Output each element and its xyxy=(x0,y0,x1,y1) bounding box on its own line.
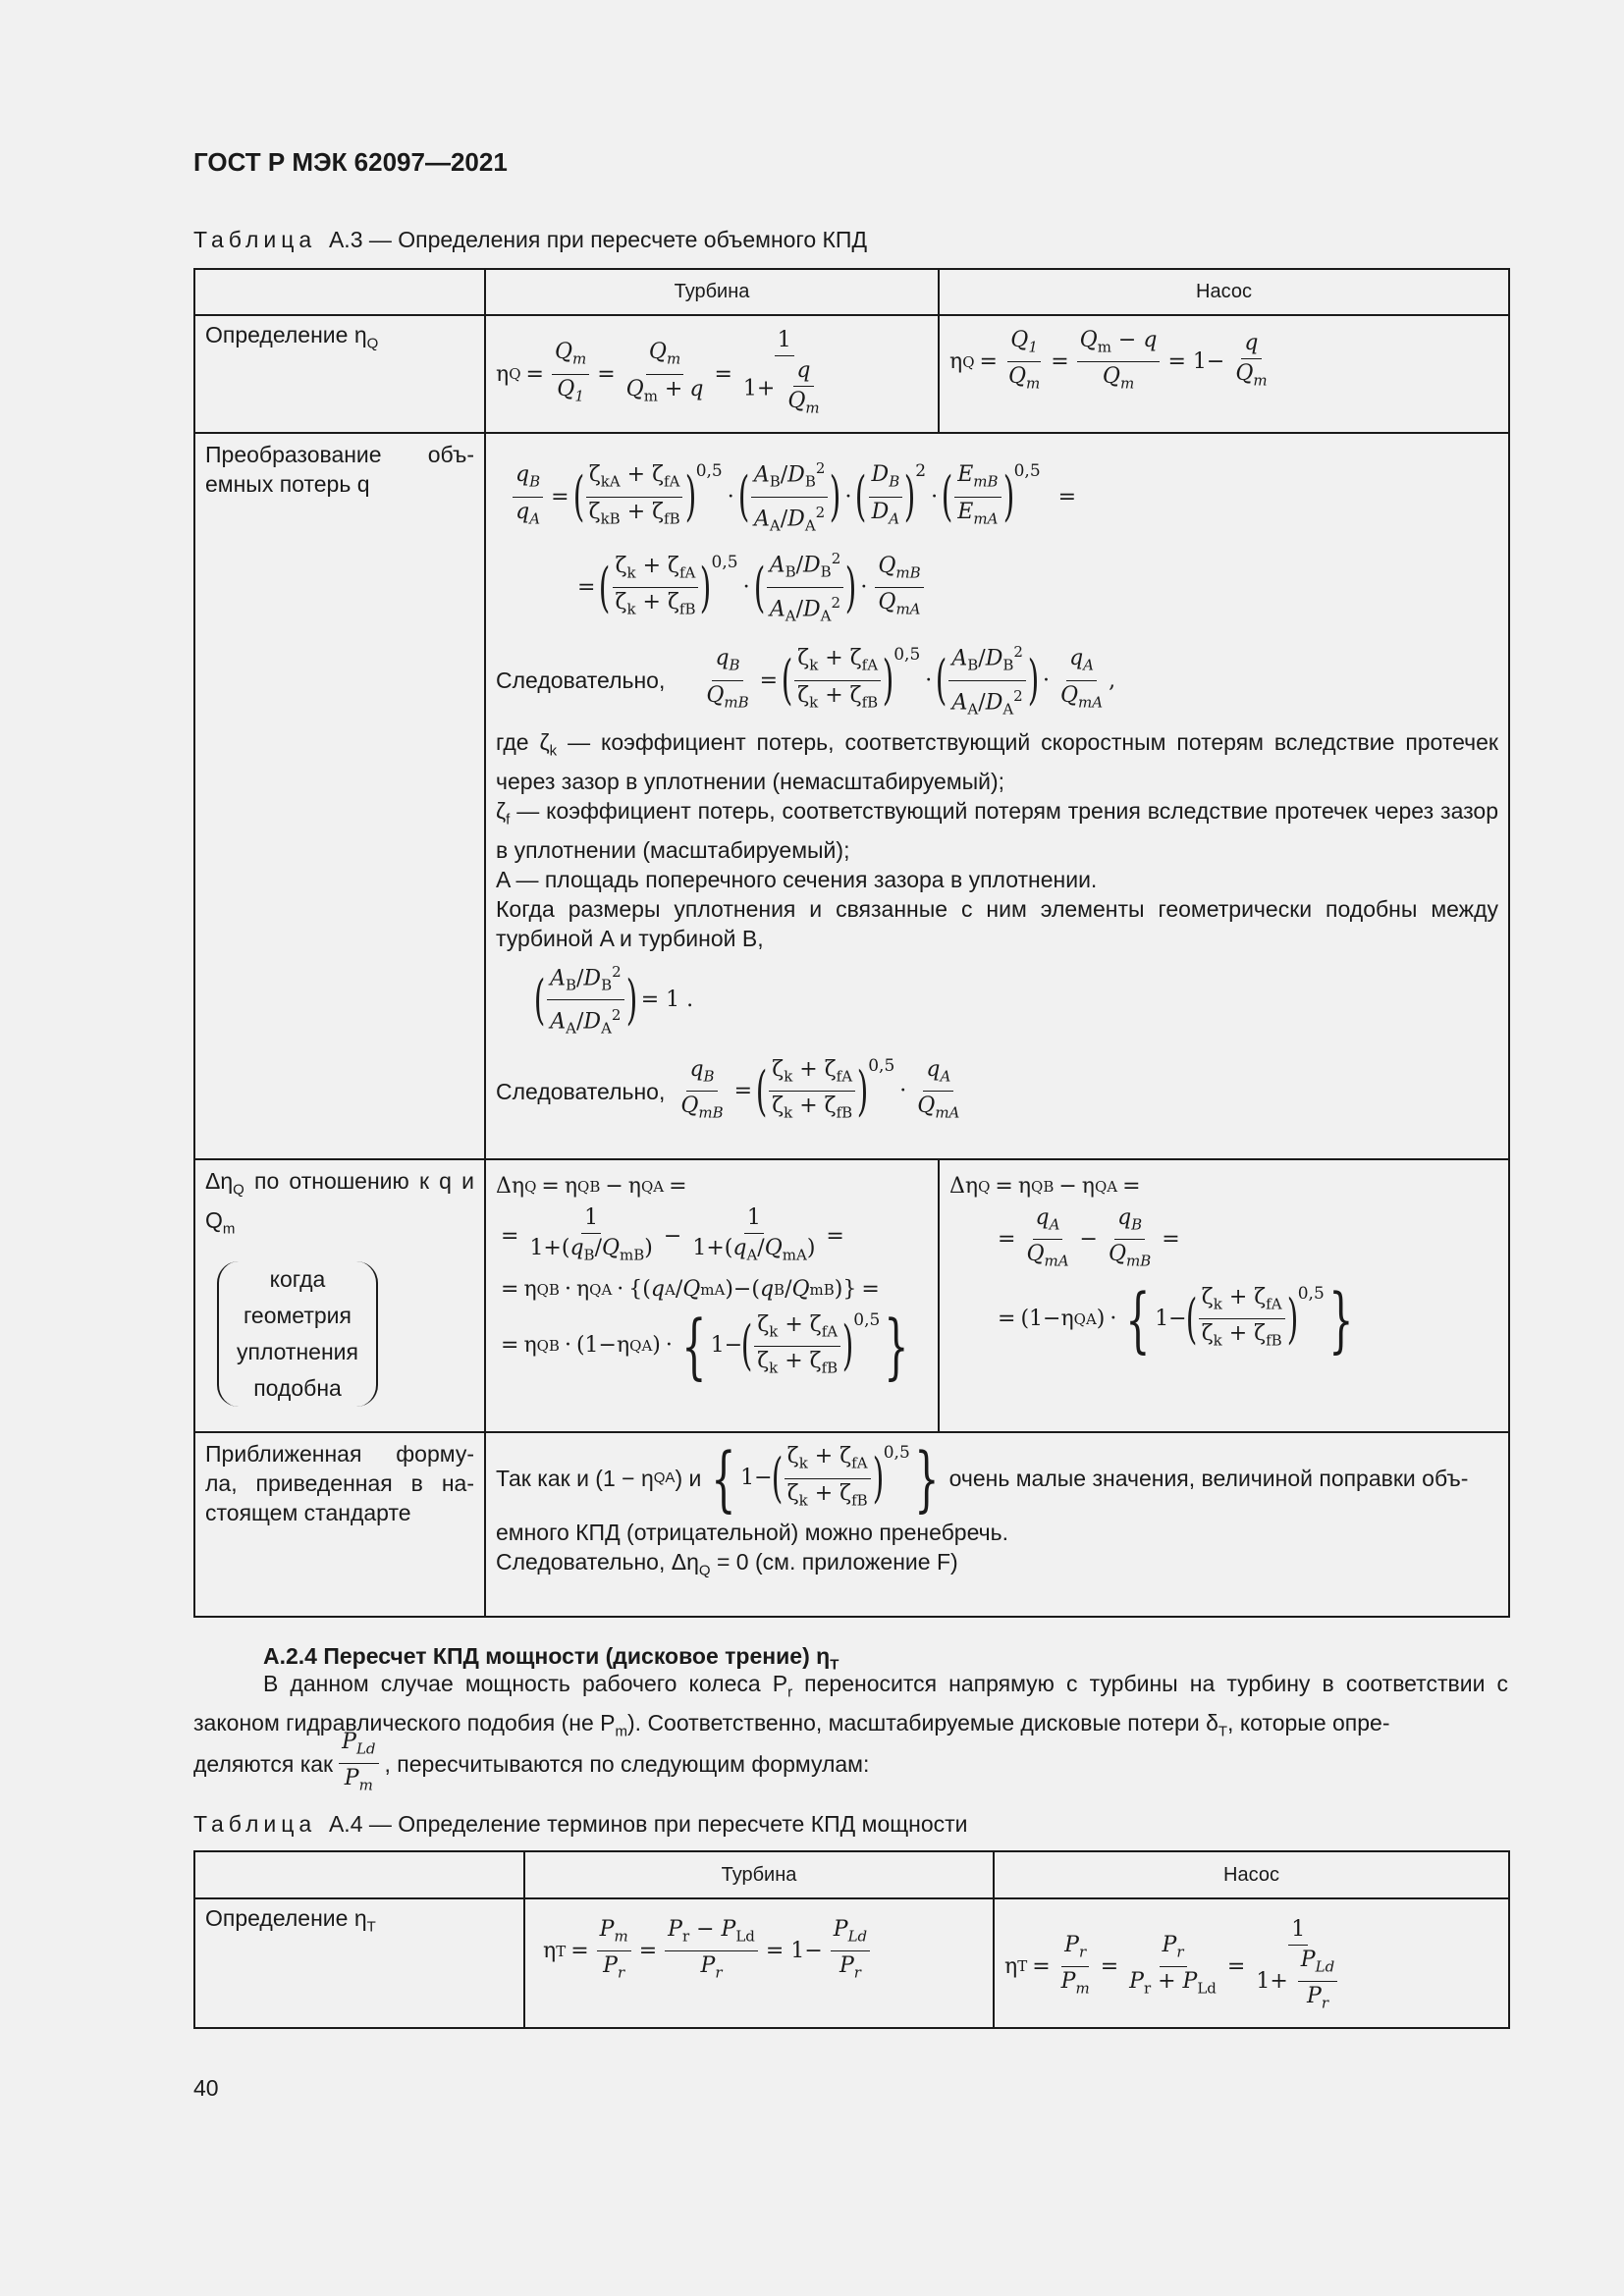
table-a3-row4-label: Приближенная форму-ла, приведенная в на-стоящем стандарте xyxy=(194,1432,485,1617)
pump-eta-t-formula: η T = $\frac{P_r}{P_m}$ = $\frac{P_r}{P_r + P_{Ld}}$ = 1 1+ $\frac{P_{Ld}}{P_r}$ xyxy=(994,1898,1509,2028)
table-a4-caption xyxy=(193,1811,968,1838)
pump-delta-eta-q: Δη Q = η QB − η QA = = $\frac{q_A}{Q_{mA}}$ − $\frac{q_B}{Q_{mB}}$ = = (1−η QA ) · { 1− ( $\frac{\zeta_k + \zeta_{fA}}{\zeta_k + \zeta_{fB}}$ ) 0,5 } xyxy=(939,1159,1509,1432)
loss-conversion-cell xyxy=(485,433,1509,1159)
pump-eta-q-formula: η Q = $\frac{Q_1}{Q_m}$ = $\frac{Q_m - q}{Q_m}$ = 1− $\frac{q}{Q_m}$ xyxy=(939,315,1509,433)
loss-ratio-formula-2: = ( $\frac{\zeta_k + \zeta_{fA}}{\zeta_k + \zeta_{fB}}$ ) 0,5 · ( $\frac{A_B/D_B^2}{A_A/D_A^2}$ ) · $\frac{Q_{mB}}{Q_{mA}}$ xyxy=(572,546,1498,628)
where-area: A — площадь поперечного сечения зазора в уплотнении. xyxy=(496,866,1098,892)
section-paragraph-2: деляются как $\frac{P_{Ld}}{P_m}$ , пересчитываются по следующим формулам: xyxy=(193,1730,870,1794)
table-a3-caption-text: А.3 — Определения при пересчете объемного КПД xyxy=(328,227,868,252)
where-zeta-k: где $\zeta_k$ — коэффициент потерь, соответствующий скоростным потерям вследствие протечек через зазор в уплотнении (немасштабируемый); xyxy=(496,729,1498,794)
where-zeta-f: $\zeta_f$ — коэффициент потерь, соответствующий потерям трения вследствие протечек через зазор в уплотнении (масштабируемый); xyxy=(496,797,1498,863)
turbine-eta-q-formula: η Q = $\frac{Q_m}{Q_1}$ = $\frac{Q_m}{Q_m + q}$ = 1 1+ $\frac{q}{Q_m}$ xyxy=(485,315,939,433)
table-a4-row-definition xyxy=(194,1898,1509,2028)
table-a3-row-delta xyxy=(194,1159,1509,1432)
table-a3 xyxy=(193,268,1510,1618)
table-a3-caption-prefix: Таблица xyxy=(193,227,317,252)
loss-ratio-formula-3: Следовательно, $\frac{q_B}{Q_{mB}}$ = ( $\frac{\zeta_k + \zeta_{fA}}{\zeta_k + \zeta_{fB}}$ ) 0,5 · ( $\frac{A_B/D_B^2}{A_A/D_A^2}$ ) · $\frac{q_A}{Q_{mA}}$ , xyxy=(496,639,1498,721)
table-a3-col-pump: Насос xyxy=(939,269,1509,315)
section-paragraph: В данном случае мощность рабочего колеса $P_r$ переносится напрямую с турбины на турбину в соответствии с законом гидравлического подобия (не $P_m$). Соответственно, масштабируемые дисковые потери $\delta_T$, которые опре- xyxy=(193,1671,1509,1740)
table-a4-header-row xyxy=(194,1851,1509,1898)
table-a3-header-row xyxy=(194,269,1509,315)
document-header: ГОСТ Р МЭК 62097—2021 xyxy=(193,147,508,177)
loss-ratio-formula-1: $\frac{q_B}{q_A}$ = ( $\frac{\zeta_{kA} + \zeta_{fA}}{\zeta_{kB} + \zeta_{fB}}$ ) 0,5 · ( $\frac{A_B/D_B^2}{A_A/D_A^2}$ ) · ( $\frac{D_B}{D_A}$ ) 2 · ( $\frac{E_{mB}}{E_{mA}}$ ) 0,5 = xyxy=(510,455,1498,538)
page-number: 40 xyxy=(193,2075,219,2101)
table-a4-caption-prefix: Таблица xyxy=(193,1811,317,1837)
table-a3-corner-cell xyxy=(194,269,485,315)
table-a3-col-turbine: Турбина xyxy=(485,269,939,315)
turbine-eta-t-formula: η T = $\frac{P_m}{P_r}$ = $\frac{P_r - P_{Ld}}{P_r}$ = 1− $\frac{P_{Ld}}{P_r}$ xyxy=(524,1898,994,2028)
section-title: А.2.4 Пересчет КПД мощности (дисковое трение) $\eta_T$ xyxy=(263,1643,839,1674)
table-a3-row2-label: Преобразование объ-емных потерь q xyxy=(194,433,485,1159)
table-a3-row-definition xyxy=(194,315,1509,433)
approx-formula-cell: Так как и (1 − η QA ) и { 1− ( $\frac{\zeta_k + \zeta_{fA}}{\zeta_k + \zeta_{fB}}$ ) 0,5 } очень малые значения, величиной поправки объ- емного КПД (отрицательной) можно пренебречь. Следовательно, $\Delta\eta_Q = 0$ (см. приложение F) xyxy=(485,1432,1509,1617)
geometric-similarity-formula: ( $\frac{A_B/D_B^2}{A_A/D_A^2}$ ) = 1 . xyxy=(535,959,1498,1041)
table-a4-col-turbine: Турбина xyxy=(524,1851,994,1898)
table-a4-corner-cell xyxy=(194,1851,524,1898)
table-a4-row1-label: Определение $\eta_T$ xyxy=(194,1898,524,2028)
table-a3-row1-label: Определение $\eta_Q$ xyxy=(194,315,485,433)
similarity-condition: Когда размеры уплотнения и связанные с ним элементы геометрически подобны между турбиной A и турбиной B, xyxy=(496,895,1498,951)
table-a3-caption xyxy=(193,227,867,253)
table-a4-col-pump: Насос xyxy=(994,1851,1509,1898)
table-a3-row-approx xyxy=(194,1432,1509,1617)
table-a4 xyxy=(193,1850,1510,2029)
geometry-similar-condition: когда геометрия уплотнения подобна xyxy=(217,1261,378,1407)
table-a3-row-conversion xyxy=(194,433,1509,1159)
turbine-delta-eta-q: Δη Q = η QB − η QA = = $\frac{1}{1+(q_B/Q_{mB})}$ − $\frac{1}{1+(q_A/Q_{mA})}$ = = η QB · η QA · {( q A / Q mA )−( q B / Q mB )} = = η QB · (1−η QA ) · { 1− ( $\frac{\zeta_k + \zeta_{fA}}{\zeta_k + \zeta_{fB}}$ ) 0,5 } xyxy=(485,1159,939,1432)
table-a4-caption-text: А.4 — Определение терминов при пересчете КПД мощности xyxy=(328,1811,968,1837)
table-a3-row3-label: $\Delta\eta_Q$ по отношению к q и $Q_m$ когда геометрия уплотнения подобна xyxy=(194,1159,485,1432)
loss-ratio-formula-4: Следовательно, $\frac{q_B}{Q_{mB}}$ = ( $\frac{\zeta_k + \zeta_{fA}}{\zeta_k + \zeta_{fB}}$ ) 0,5 · $\frac{q_A}{Q_{mA}}$ xyxy=(496,1055,960,1122)
